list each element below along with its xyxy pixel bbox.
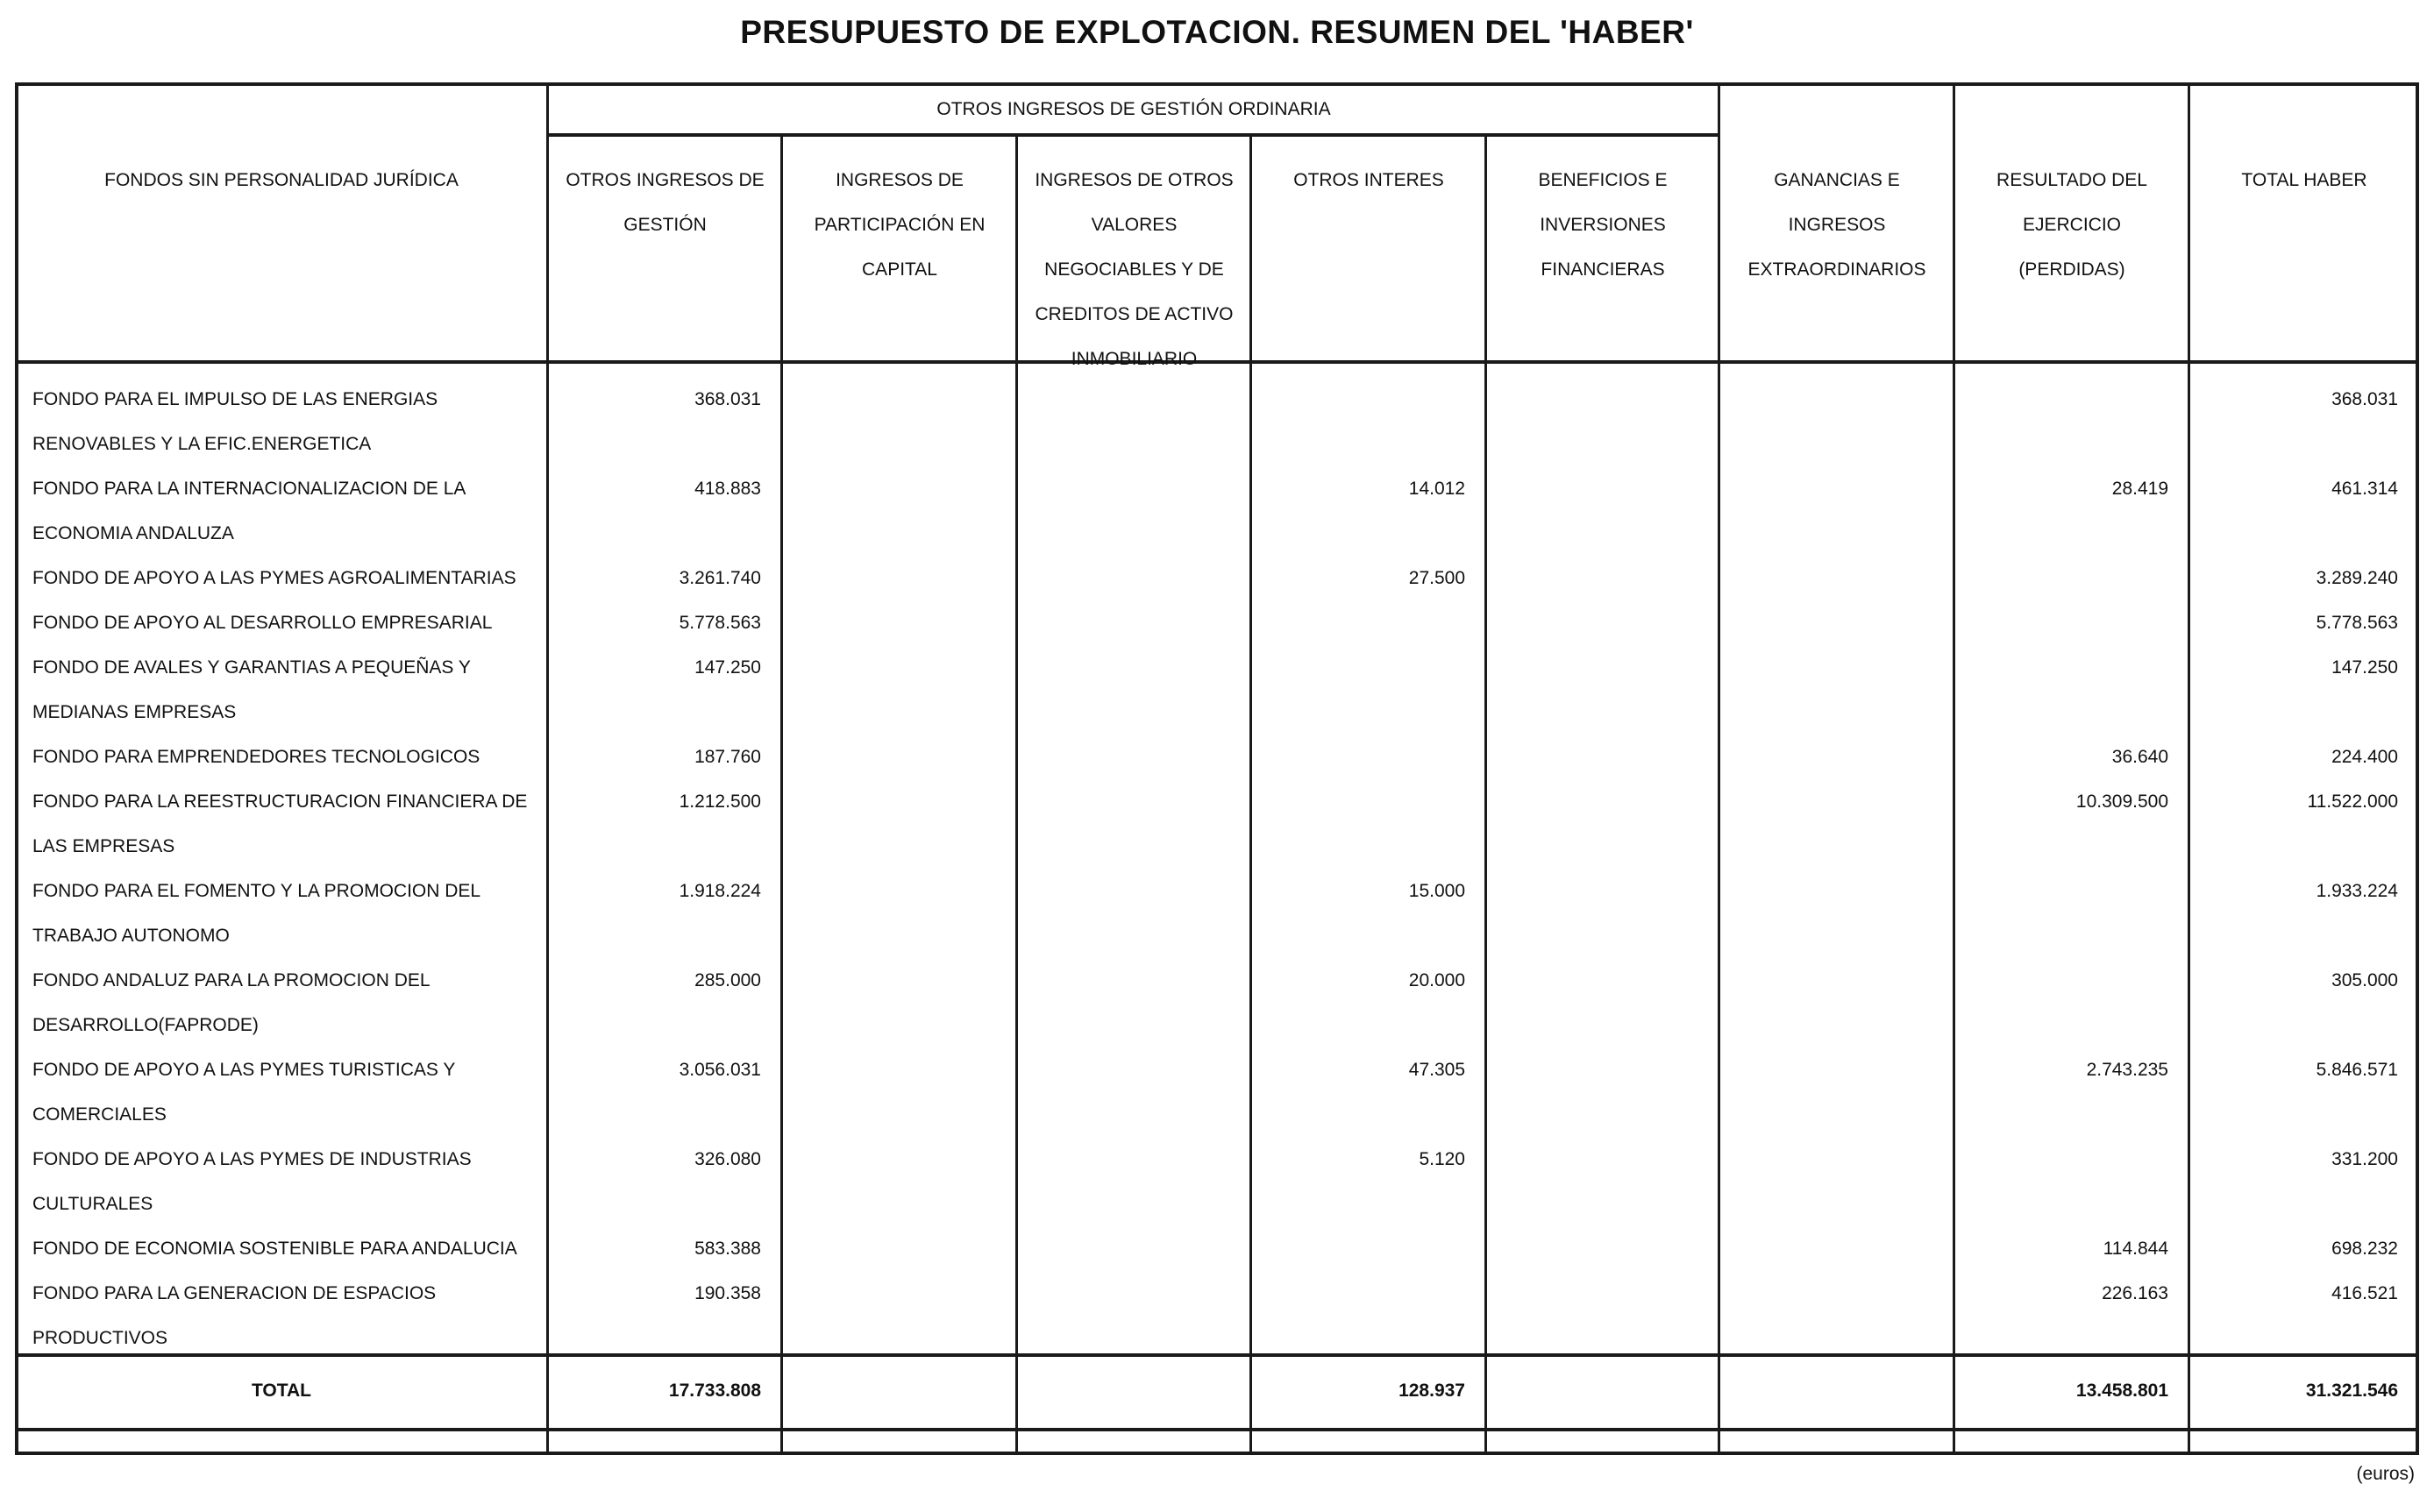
cell-c8: 5.778.563: [2316, 613, 2398, 633]
total-c8: 31.321.546: [2305, 1381, 2398, 1401]
fund-name: COMERCIALES: [32, 1104, 167, 1125]
cell-c1: 190.358: [694, 1283, 761, 1303]
cell-c8: 147.250: [2331, 657, 2398, 678]
column-header-line: NEGOCIABLES Y DE: [1044, 259, 1224, 280]
cell-c1: 3.261.740: [679, 568, 761, 588]
cell-c1: 326.080: [694, 1149, 761, 1169]
cell-c4: 27.500: [1408, 568, 1465, 588]
cell-c1: 187.760: [694, 747, 761, 767]
cell-c4: 5.120: [1419, 1149, 1465, 1169]
column-header-line: PARTICIPACIÓN EN: [814, 215, 986, 235]
cell-c1: 3.056.031: [679, 1060, 761, 1080]
cell-c8: 461.314: [2331, 479, 2398, 499]
fund-name: TRABAJO AUTONOMO: [32, 926, 230, 946]
column-header-line: OTROS INGRESOS DE: [566, 170, 765, 190]
fund-name: DESARROLLO(FAPRODE): [32, 1015, 259, 1035]
cell-c8: 305.000: [2331, 970, 2398, 990]
cell-c8: 5.846.571: [2316, 1060, 2398, 1080]
column-header-c5: [1486, 158, 1719, 292]
group-header-top-rule: [548, 82, 1719, 86]
fund-name: FONDO PARA EL IMPULSO DE LAS ENERGIAS: [32, 389, 438, 409]
column-header-line: FINANCIERAS: [1541, 259, 1665, 280]
column-header-c2: [782, 158, 1017, 292]
cell-c7: 36.640: [2111, 747, 2168, 767]
cell-c1: 285.000: [694, 970, 761, 990]
cell-c8: 224.400: [2331, 747, 2398, 767]
column-header-line: OTROS INTERES: [1293, 170, 1444, 190]
cell-c8: 3.289.240: [2316, 568, 2398, 588]
column-header-line: INGRESOS: [1788, 215, 1886, 235]
column-header-line: INMOBILIARIO: [1071, 349, 1198, 369]
fund-name: FONDO DE APOYO AL DESARROLLO EMPRESARIAL: [32, 613, 493, 633]
total-label: TOTAL: [251, 1381, 312, 1401]
fund-name: FONDO PARA LA REESTRUCTURACION FINANCIERA DE: [32, 791, 528, 812]
column-header-line: INGRESOS DE OTROS: [1035, 170, 1234, 190]
cell-c1: 1.918.224: [679, 881, 761, 901]
fund-name: FONDO PARA EMPRENDEDORES TECNOLOGICOS: [32, 747, 480, 767]
column-header-line: EXTRAORDINARIOS: [1747, 259, 1926, 280]
fund-name: FONDO PARA EL FOMENTO Y LA PROMOCION DEL: [32, 881, 481, 901]
budget-table: [15, 82, 2419, 1455]
column-header-line: INGRESOS DE: [836, 170, 964, 190]
column-divider: [780, 135, 783, 1455]
total-top-rule: [15, 1353, 2419, 1357]
column-header-line: GESTIÓN: [623, 215, 707, 235]
fund-name: PRODUCTIVOS: [32, 1328, 168, 1348]
group-header-left-rule: [546, 82, 549, 137]
fund-name: CULTURALES: [32, 1194, 153, 1214]
column-header-c4: [1251, 158, 1486, 202]
column-header-line: INVERSIONES: [1540, 215, 1666, 235]
fund-name: FONDO PARA LA GENERACION DE ESPACIOS: [32, 1283, 437, 1303]
cell-c7: 28.419: [2111, 479, 2168, 499]
fund-name: FONDO PARA LA INTERNACIONALIZACION DE LA: [32, 479, 466, 499]
cell-c1: 583.388: [694, 1239, 761, 1259]
cell-c1: 5.778.563: [679, 613, 761, 633]
cell-c8: 368.031: [2331, 389, 2398, 409]
fund-name: LAS EMPRESAS: [32, 836, 175, 856]
cell-c7: 114.844: [2103, 1239, 2168, 1259]
total-c7: 13.458.801: [2075, 1381, 2168, 1401]
column-header-line: BENEFICIOS E: [1538, 170, 1668, 190]
cell-c1: 368.031: [694, 389, 761, 409]
column-header-c6: [1719, 158, 1954, 292]
cell-c4: 47.305: [1408, 1060, 1465, 1080]
column-divider: [1484, 135, 1487, 1455]
column-header-line: (PERDIDAS): [2018, 259, 2125, 280]
cell-c1: 1.212.500: [679, 791, 761, 812]
column-header-name: [15, 158, 548, 202]
column-header-line: CREDITOS DE ACTIVO: [1035, 304, 1234, 324]
column-header-c1: [548, 158, 782, 247]
cell-c4: 20.000: [1408, 970, 1465, 990]
fund-name: FONDO DE ECONOMIA SOSTENIBLE PARA ANDALUCIA: [32, 1239, 517, 1259]
table-border-right: [2416, 82, 2419, 1455]
cell-c7: 10.309.500: [2075, 791, 2168, 812]
page-title: PRESUPUESTO DE EXPLOTACION. RESUMEN DEL 'HABER': [740, 14, 1694, 50]
fund-name: FONDO DE APOYO A LAS PYMES AGROALIMENTARIAS: [32, 568, 516, 588]
fund-name: FONDO DE APOYO A LAS PYMES DE INDUSTRIAS: [32, 1149, 472, 1169]
total-c4: 128.937: [1398, 1381, 1465, 1401]
column-header-line: EJERCICIO: [2022, 215, 2121, 235]
column-header-line: TOTAL HABER: [2241, 170, 2367, 190]
cell-c1: 418.883: [694, 479, 761, 499]
cell-c8: 331.200: [2331, 1149, 2398, 1169]
column-header-line: RESULTADO DEL: [1996, 170, 2147, 190]
column-header-line: FONDOS SIN PERSONALIDAD JURÍDICA: [104, 170, 459, 190]
fund-name: FONDO DE AVALES Y GARANTIAS A PEQUEÑAS Y: [32, 657, 471, 678]
fund-name: FONDO ANDALUZ PARA LA PROMOCION DEL: [32, 970, 431, 990]
cell-c7: 2.743.235: [2086, 1060, 2168, 1080]
column-header-line: VALORES: [1091, 215, 1178, 235]
unit-note: (euros): [2356, 1464, 2415, 1484]
cell-c1: 147.250: [694, 657, 761, 678]
column-header-line: CAPITAL: [862, 259, 937, 280]
cell-c8: 1.933.224: [2316, 881, 2398, 901]
column-header-c3: [1017, 158, 1251, 381]
group-header-bottom-rule: [548, 133, 1719, 137]
column-header-c7: [1954, 158, 2189, 292]
fund-name: MEDIANAS EMPRESAS: [32, 702, 237, 722]
total-c1: 17.733.808: [668, 1381, 761, 1401]
column-header-line: GANANCIAS E: [1774, 170, 1900, 190]
fund-name: RENOVABLES Y LA EFIC.ENERGETICA: [32, 434, 372, 454]
cell-c4: 15.000: [1408, 881, 1465, 901]
fund-name: FONDO DE APOYO A LAS PYMES TURISTICAS Y: [32, 1060, 456, 1080]
table-border-bottom: [15, 1452, 2419, 1455]
group-header-right-rule: [1718, 82, 1720, 137]
cell-c8: 698.232: [2331, 1239, 2398, 1259]
cell-c4: 14.012: [1408, 479, 1465, 499]
table-border-left: [15, 82, 18, 1455]
fund-name: ECONOMIA ANDALUZA: [32, 523, 234, 543]
cell-c7: 226.163: [2102, 1283, 2168, 1303]
group-header-otros-ingresos: OTROS INGRESOS DE GESTIÓN ORDINARIA: [936, 99, 1331, 119]
total-bottom-rule: [15, 1428, 2419, 1431]
cell-c8: 11.522.000: [2307, 791, 2398, 812]
column-header-c8: [2189, 158, 2419, 202]
cell-c8: 416.521: [2331, 1283, 2398, 1303]
